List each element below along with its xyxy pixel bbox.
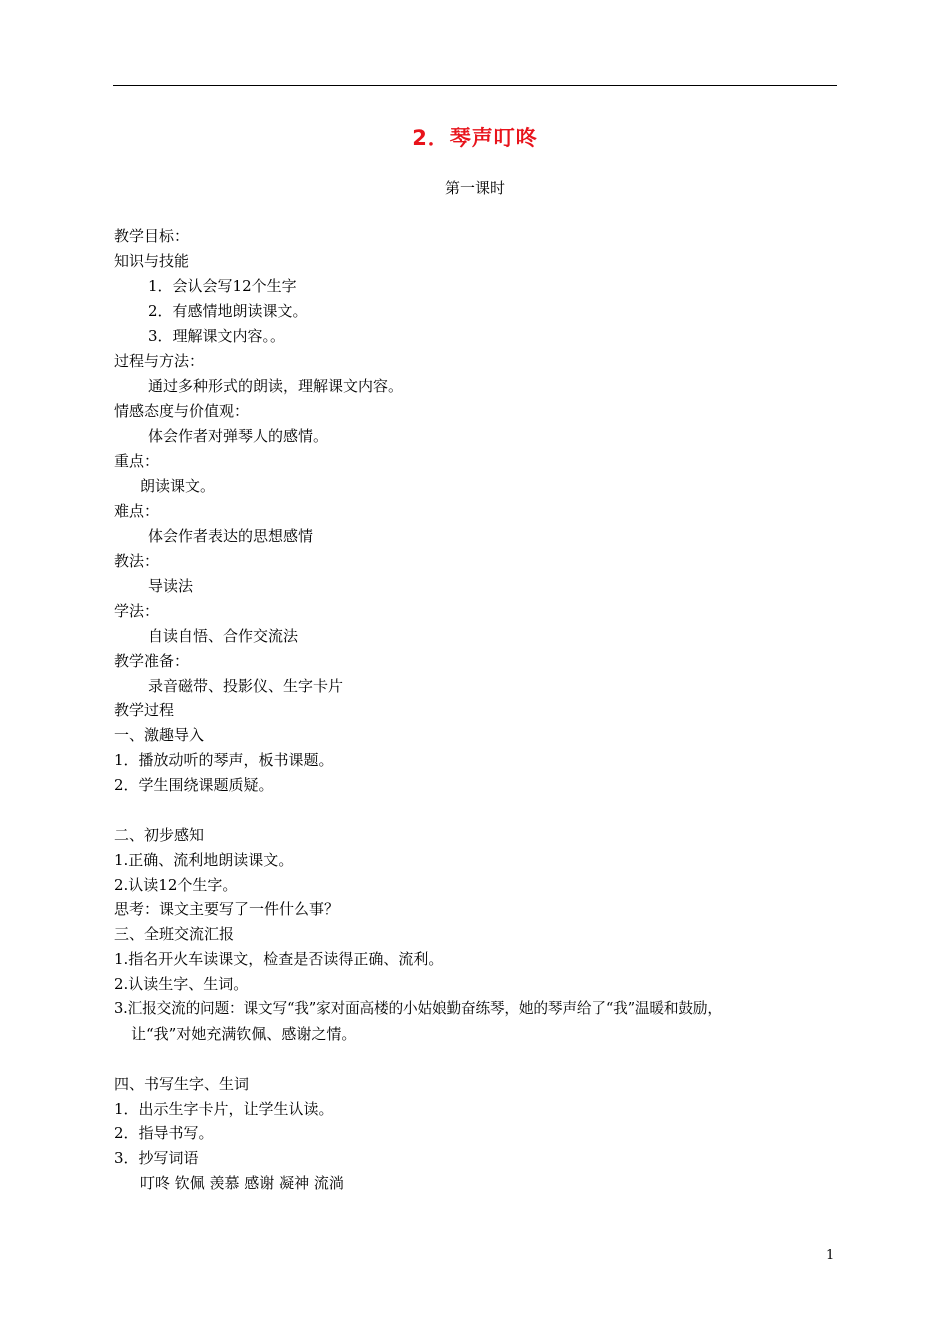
text-line: 三、全班交流汇报 — [114, 925, 235, 943]
text-line: 知识与技能 — [114, 252, 190, 270]
text-line: 自读自悟、合作交流法 — [148, 627, 299, 645]
text-line: 重点： — [114, 452, 160, 470]
text-line: 四、书写生字、生词 — [114, 1075, 250, 1093]
text-line: 体会作者表达的思想感情 — [148, 527, 314, 545]
text-line: 1．会认会写12个生字 — [148, 277, 297, 295]
text-line: 思考：课文主要写了一件什么事？ — [114, 900, 340, 918]
text-line: 录音磁带、投影仪、生字卡片 — [148, 677, 344, 695]
text-line: 体会作者对弹琴人的感情。 — [148, 427, 329, 445]
text-line: 学法： — [114, 602, 160, 620]
text-line: 导读法 — [148, 577, 194, 595]
text-line: 教法： — [114, 552, 160, 570]
lesson-title: 2．琴声叮咚 — [412, 126, 538, 150]
lesson-subtitle: 第一课时 — [444, 179, 505, 197]
text-line: 1.指名开火车读课文，检查是否读得正确、流利。 — [114, 950, 444, 968]
text-line: 让“我”对她充满钦佩、感谢之情。 — [131, 1025, 357, 1043]
text-line: 2．有感情地朗读课文。 — [148, 302, 308, 320]
text-line: 3.汇报交流的问题：课文写“我”家对面高楼的小姑娘勤奋练琴，她的琴声给了“我”温暖和鼓励， — [114, 1000, 722, 1017]
text-line: 教学目标： — [114, 227, 190, 245]
text-line: 2．学生围绕课题质疑。 — [114, 776, 274, 794]
text-line: 3．理解课文内容。。 — [148, 327, 286, 345]
text-line: 1．出示生字卡片，让学生认读。 — [114, 1100, 334, 1118]
text-line: 通过多种形式的朗读，理解课文内容。 — [148, 377, 404, 395]
text-line: 1.正确、流利地朗读课文。 — [114, 851, 294, 869]
text-line: 二、初步感知 — [114, 826, 205, 844]
text-line: 2．指导书写。 — [114, 1124, 214, 1142]
text-line: 叮咚 钦佩 羡慕 感谢 凝神 流淌 — [140, 1174, 344, 1192]
text-line: 1．播放动听的琴声，板书课题。 — [114, 751, 334, 769]
text-line: 过程与方法： — [114, 352, 205, 370]
header-rule — [113, 85, 837, 86]
text-line: 朗读课文。 — [140, 477, 216, 495]
text-line: 一、激趣导入 — [114, 726, 205, 744]
text-line: 教学过程 — [114, 701, 175, 719]
text-line: 3．抄写词语 — [114, 1149, 199, 1167]
text-line: 难点： — [114, 502, 160, 520]
text-line: 2.认读生字、生词。 — [114, 975, 249, 993]
text-line: 教学准备： — [114, 652, 190, 670]
text-line: 情感态度与价值观： — [114, 402, 250, 420]
text-line: 2.认读12个生字。 — [114, 876, 238, 894]
page-number: 1 — [826, 1248, 835, 1263]
